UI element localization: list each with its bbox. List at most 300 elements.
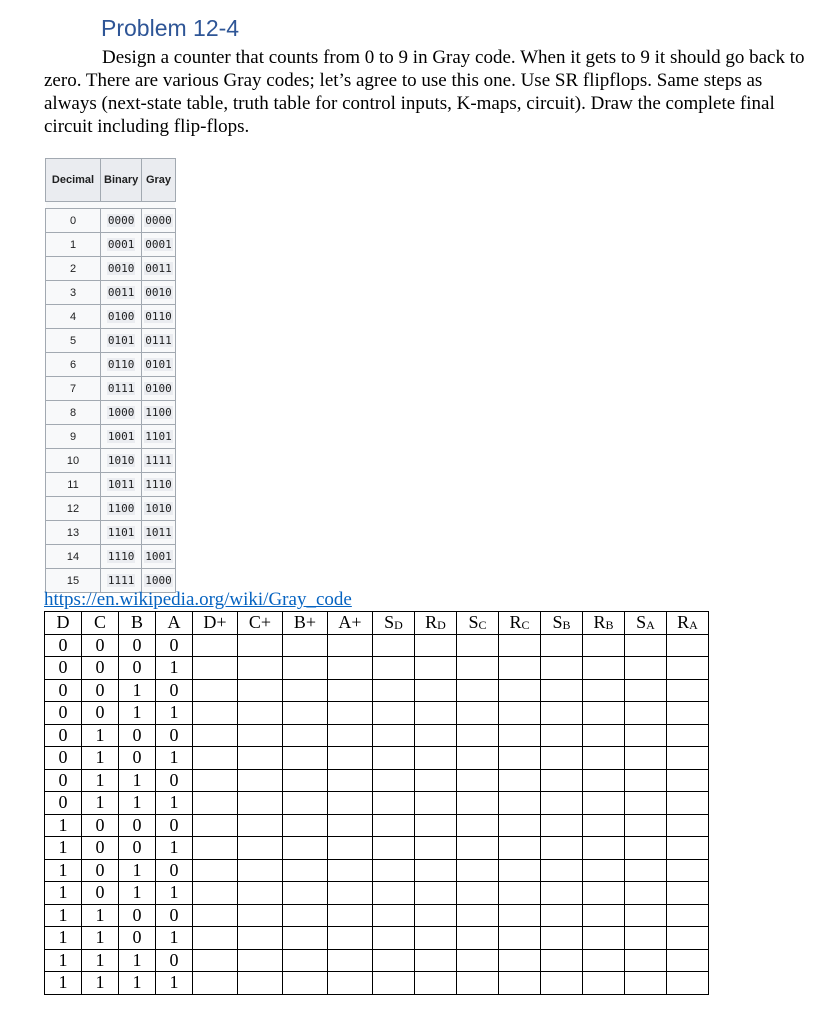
blank-entry-cell[interactable]	[238, 927, 283, 950]
table-row	[46, 401, 176, 425]
blank-entry-cell[interactable]	[283, 769, 328, 792]
gray-cell: 0001	[142, 233, 176, 257]
blank-entry-cell[interactable]	[625, 904, 667, 927]
state-value-cell: 0	[82, 882, 119, 905]
state-value-cell: 0	[45, 747, 82, 770]
state-value-cell: 1	[45, 859, 82, 882]
blank-entry-cell[interactable]	[193, 814, 238, 837]
blank-entry-cell[interactable]	[583, 792, 625, 815]
state-header-a-next: A+	[328, 612, 373, 635]
state-value-cell: 0	[119, 634, 156, 657]
blank-entry-cell[interactable]	[193, 679, 238, 702]
blank-entry-cell[interactable]	[625, 679, 667, 702]
table-row	[46, 545, 176, 569]
table-row	[46, 521, 176, 545]
state-value-cell: 0	[119, 657, 156, 680]
wikipedia-link[interactable]: https://en.wikipedia.org/wiki/Gray_code	[44, 589, 352, 610]
blank-entry-cell[interactable]	[238, 972, 283, 995]
binary-cell: 0101	[101, 329, 142, 353]
gray-table-header-row	[46, 159, 176, 202]
state-value-cell: 1	[45, 837, 82, 860]
table-row	[45, 634, 709, 657]
table-row	[45, 837, 709, 860]
blank-entry-cell[interactable]	[283, 792, 328, 815]
blank-entry-cell[interactable]	[283, 634, 328, 657]
blank-entry-cell[interactable]	[238, 769, 283, 792]
blank-entry-cell[interactable]	[193, 634, 238, 657]
state-value-cell: 1	[45, 972, 82, 995]
state-value-cell: 0	[45, 724, 82, 747]
state-header-rd: $R_D$	[415, 612, 457, 635]
blank-entry-cell[interactable]	[283, 837, 328, 860]
blank-entry-cell[interactable]	[328, 859, 373, 882]
blank-entry-cell[interactable]	[625, 634, 667, 657]
blank-entry-cell[interactable]	[283, 814, 328, 837]
blank-entry-cell[interactable]	[541, 882, 583, 905]
blank-entry-cell[interactable]	[625, 949, 667, 972]
table-row	[46, 233, 176, 257]
state-value-cell: 0	[82, 702, 119, 725]
description-rest: to zero. There are various Gray codes; let’s agree to use this one. Use SR flipflops. Same steps as always (next-state table, truth table for control inputs, K-maps, circuit). Draw the complete final circuit including flip-flops.	[44, 47, 805, 137]
blank-entry-cell[interactable]	[457, 837, 499, 860]
blank-entry-cell[interactable]	[583, 769, 625, 792]
binary-cell: 1001	[101, 425, 142, 449]
blank-entry-cell[interactable]	[499, 657, 541, 680]
gray-cell: 0010	[142, 281, 176, 305]
blank-entry-cell[interactable]	[328, 634, 373, 657]
blank-entry-cell[interactable]	[583, 859, 625, 882]
blank-entry-cell[interactable]	[541, 904, 583, 927]
blank-entry-cell[interactable]	[238, 702, 283, 725]
state-value-cell: 1	[82, 904, 119, 927]
binary-cell: 1100	[101, 497, 142, 521]
blank-entry-cell[interactable]	[238, 904, 283, 927]
state-value-cell: 0	[156, 634, 193, 657]
blank-entry-cell[interactable]	[457, 769, 499, 792]
decimal-cell: 14	[46, 545, 101, 569]
blank-entry-cell[interactable]	[373, 814, 415, 837]
decimal-cell: 4	[46, 305, 101, 329]
blank-entry-cell[interactable]	[283, 702, 328, 725]
blank-entry-cell[interactable]	[328, 972, 373, 995]
blank-entry-cell[interactable]	[541, 657, 583, 680]
blank-entry-cell[interactable]	[499, 837, 541, 860]
state-value-cell: 1	[119, 859, 156, 882]
gray-cell: 0011	[142, 257, 176, 281]
blank-entry-cell[interactable]	[499, 634, 541, 657]
blank-entry-cell[interactable]	[373, 972, 415, 995]
blank-entry-cell[interactable]	[499, 972, 541, 995]
blank-entry-cell[interactable]	[373, 702, 415, 725]
blank-entry-cell[interactable]	[583, 882, 625, 905]
state-value-cell: 0	[119, 837, 156, 860]
table-row	[46, 497, 176, 521]
blank-entry-cell[interactable]	[541, 949, 583, 972]
blank-entry-cell[interactable]	[499, 859, 541, 882]
blank-entry-cell[interactable]	[457, 882, 499, 905]
state-value-cell: 0	[45, 702, 82, 725]
blank-entry-cell[interactable]	[541, 792, 583, 815]
state-value-cell: 1	[119, 769, 156, 792]
blank-entry-cell[interactable]	[415, 702, 457, 725]
binary-cell: 1110	[101, 545, 142, 569]
state-value-cell: 0	[156, 679, 193, 702]
blank-entry-cell[interactable]	[283, 904, 328, 927]
blank-entry-cell[interactable]	[499, 769, 541, 792]
blank-entry-cell[interactable]	[193, 769, 238, 792]
blank-entry-cell[interactable]	[415, 859, 457, 882]
table-row	[45, 769, 709, 792]
blank-entry-cell[interactable]	[328, 882, 373, 905]
blank-entry-cell[interactable]	[625, 837, 667, 860]
state-header-ra: $R_A$	[667, 612, 709, 635]
decimal-cell: 7	[46, 377, 101, 401]
blank-entry-cell[interactable]	[499, 814, 541, 837]
blank-entry-cell[interactable]	[541, 724, 583, 747]
blank-entry-cell[interactable]	[667, 882, 709, 905]
state-value-cell: 0	[156, 814, 193, 837]
table-row	[46, 449, 176, 473]
table-row	[45, 657, 709, 680]
blank-entry-cell[interactable]	[499, 702, 541, 725]
table-row	[45, 792, 709, 815]
table-row	[45, 949, 709, 972]
blank-entry-cell[interactable]	[415, 972, 457, 995]
blank-entry-cell[interactable]	[667, 747, 709, 770]
decimal-cell: 5	[46, 329, 101, 353]
blank-entry-cell[interactable]	[583, 657, 625, 680]
blank-entry-cell[interactable]	[625, 927, 667, 950]
blank-entry-cell[interactable]	[415, 679, 457, 702]
state-value-cell: 1	[82, 792, 119, 815]
blank-entry-cell[interactable]	[583, 837, 625, 860]
state-value-cell: 1	[82, 927, 119, 950]
state-header-rb: $R_B$	[583, 612, 625, 635]
blank-entry-cell[interactable]	[499, 747, 541, 770]
state-header-sd: $S_D$	[373, 612, 415, 635]
blank-entry-cell[interactable]	[328, 702, 373, 725]
blank-entry-cell[interactable]	[373, 837, 415, 860]
state-value-cell: 0	[45, 792, 82, 815]
blank-entry-cell[interactable]	[415, 904, 457, 927]
blank-entry-cell[interactable]	[328, 949, 373, 972]
state-header-b-next: B+	[283, 612, 328, 635]
blank-entry-cell[interactable]	[499, 904, 541, 927]
blank-entry-cell[interactable]	[373, 927, 415, 950]
blank-entry-cell[interactable]	[328, 814, 373, 837]
blank-entry-cell[interactable]	[583, 702, 625, 725]
decimal-cell: 10	[46, 449, 101, 473]
blank-entry-cell[interactable]	[541, 814, 583, 837]
blank-entry-cell[interactable]	[583, 949, 625, 972]
state-header-sa: $S_A$	[625, 612, 667, 635]
blank-entry-cell[interactable]	[373, 679, 415, 702]
blank-entry-cell[interactable]	[415, 927, 457, 950]
state-value-cell: 0	[82, 634, 119, 657]
blank-entry-cell[interactable]	[283, 859, 328, 882]
decimal-cell: 2	[46, 257, 101, 281]
blank-entry-cell[interactable]	[328, 837, 373, 860]
state-value-cell: 1	[156, 882, 193, 905]
blank-entry-cell[interactable]	[457, 747, 499, 770]
state-value-cell: 1	[82, 769, 119, 792]
blank-entry-cell[interactable]	[499, 679, 541, 702]
table-row	[45, 814, 709, 837]
blank-entry-cell[interactable]	[238, 747, 283, 770]
blank-entry-cell[interactable]	[457, 634, 499, 657]
blank-entry-cell[interactable]	[415, 792, 457, 815]
blank-entry-cell[interactable]	[583, 904, 625, 927]
blank-entry-cell[interactable]	[193, 702, 238, 725]
gray-cell: 1000	[142, 569, 176, 593]
blank-entry-cell[interactable]	[193, 882, 238, 905]
decimal-cell: 6	[46, 353, 101, 377]
blank-entry-cell[interactable]	[193, 837, 238, 860]
blank-entry-cell[interactable]	[193, 792, 238, 815]
blank-entry-cell[interactable]	[667, 702, 709, 725]
blank-entry-cell[interactable]	[625, 972, 667, 995]
blank-entry-cell[interactable]	[583, 747, 625, 770]
table-row	[46, 209, 176, 233]
blank-entry-cell[interactable]	[499, 792, 541, 815]
blank-entry-cell[interactable]	[238, 837, 283, 860]
blank-entry-cell[interactable]	[457, 949, 499, 972]
gray-cell: 1101	[142, 425, 176, 449]
state-header-sb: $S_B$	[541, 612, 583, 635]
gray-cell: 0111	[142, 329, 176, 353]
blank-entry-cell[interactable]	[238, 634, 283, 657]
blank-entry-cell[interactable]	[373, 859, 415, 882]
blank-entry-cell[interactable]	[541, 747, 583, 770]
state-value-cell: 1	[156, 657, 193, 680]
blank-entry-cell[interactable]	[667, 679, 709, 702]
blank-entry-cell[interactable]	[457, 657, 499, 680]
blank-entry-cell[interactable]	[193, 972, 238, 995]
blank-entry-cell[interactable]	[667, 657, 709, 680]
blank-entry-cell[interactable]	[373, 769, 415, 792]
blank-entry-cell[interactable]	[457, 927, 499, 950]
blank-entry-cell[interactable]	[541, 859, 583, 882]
blank-entry-cell[interactable]	[283, 724, 328, 747]
blank-entry-cell[interactable]	[238, 814, 283, 837]
blank-entry-cell[interactable]	[457, 724, 499, 747]
blank-entry-cell[interactable]	[625, 814, 667, 837]
blank-entry-cell[interactable]	[541, 634, 583, 657]
state-value-cell: 1	[156, 747, 193, 770]
blank-entry-cell[interactable]	[373, 904, 415, 927]
blank-entry-cell[interactable]	[457, 904, 499, 927]
blank-entry-cell[interactable]	[238, 882, 283, 905]
blank-entry-cell[interactable]	[373, 747, 415, 770]
blank-entry-cell[interactable]	[328, 724, 373, 747]
blank-entry-cell[interactable]	[283, 882, 328, 905]
blank-entry-cell[interactable]	[667, 904, 709, 927]
state-value-cell: 0	[119, 724, 156, 747]
state-value-cell: 0	[119, 927, 156, 950]
state-value-cell: 1	[45, 927, 82, 950]
state-value-cell: 1	[156, 927, 193, 950]
blank-entry-cell[interactable]	[238, 792, 283, 815]
blank-entry-cell[interactable]	[583, 679, 625, 702]
blank-entry-cell[interactable]	[283, 949, 328, 972]
state-value-cell: 1	[82, 972, 119, 995]
blank-entry-cell[interactable]	[415, 634, 457, 657]
blank-entry-cell[interactable]	[541, 679, 583, 702]
table-row	[46, 473, 176, 497]
state-value-cell: 0	[156, 859, 193, 882]
state-value-cell: 0	[82, 859, 119, 882]
blank-entry-cell[interactable]	[193, 949, 238, 972]
description-first-line: Design a counter that counts from 0 to 9 in Gray code. When it gets to 9 it should go back	[102, 47, 785, 68]
blank-entry-cell[interactable]	[238, 949, 283, 972]
blank-entry-cell[interactable]	[415, 724, 457, 747]
blank-entry-cell[interactable]	[667, 792, 709, 815]
blank-entry-cell[interactable]	[415, 657, 457, 680]
blank-entry-cell[interactable]	[667, 634, 709, 657]
binary-cell: 0110	[101, 353, 142, 377]
blank-entry-cell[interactable]	[283, 747, 328, 770]
blank-entry-cell[interactable]	[328, 679, 373, 702]
blank-entry-cell[interactable]	[283, 679, 328, 702]
table-row	[46, 425, 176, 449]
blank-entry-cell[interactable]	[541, 837, 583, 860]
blank-entry-cell[interactable]	[238, 679, 283, 702]
state-value-cell: 0	[156, 724, 193, 747]
blank-entry-cell[interactable]	[541, 927, 583, 950]
blank-entry-cell[interactable]	[499, 724, 541, 747]
blank-entry-cell[interactable]	[193, 904, 238, 927]
blank-entry-cell[interactable]	[238, 724, 283, 747]
blank-entry-cell[interactable]	[625, 702, 667, 725]
blank-entry-cell[interactable]	[283, 927, 328, 950]
blank-entry-cell[interactable]	[328, 904, 373, 927]
binary-cell: 1010	[101, 449, 142, 473]
blank-entry-cell[interactable]	[328, 747, 373, 770]
blank-entry-cell[interactable]	[415, 747, 457, 770]
blank-entry-cell[interactable]	[541, 972, 583, 995]
blank-entry-cell[interactable]	[373, 792, 415, 815]
blank-entry-cell[interactable]	[457, 859, 499, 882]
blank-entry-cell[interactable]	[328, 792, 373, 815]
state-value-cell: 1	[119, 882, 156, 905]
blank-entry-cell[interactable]	[283, 657, 328, 680]
binary-cell: 0001	[101, 233, 142, 257]
blank-entry-cell[interactable]	[328, 769, 373, 792]
decimal-cell: 1	[46, 233, 101, 257]
blank-entry-cell[interactable]	[415, 814, 457, 837]
table-row	[45, 724, 709, 747]
blank-entry-cell[interactable]	[415, 882, 457, 905]
blank-entry-cell[interactable]	[667, 927, 709, 950]
gray-cell: 0110	[142, 305, 176, 329]
state-value-cell: 1	[82, 747, 119, 770]
table-row	[45, 702, 709, 725]
blank-entry-cell[interactable]	[193, 927, 238, 950]
blank-entry-cell[interactable]	[415, 769, 457, 792]
state-header-rc: $R_C$	[499, 612, 541, 635]
state-table	[44, 611, 709, 995]
blank-entry-cell[interactable]	[457, 679, 499, 702]
binary-cell: 1101	[101, 521, 142, 545]
table-row	[46, 305, 176, 329]
blank-entry-cell[interactable]	[625, 859, 667, 882]
state-header-d-next: D+	[193, 612, 238, 635]
binary-cell: 0100	[101, 305, 142, 329]
state-header-a: A	[156, 612, 193, 635]
blank-entry-cell[interactable]	[238, 657, 283, 680]
decimal-cell: 11	[46, 473, 101, 497]
blank-entry-cell[interactable]	[373, 724, 415, 747]
blank-entry-cell[interactable]	[583, 814, 625, 837]
blank-entry-cell[interactable]	[373, 657, 415, 680]
blank-entry-cell[interactable]	[193, 657, 238, 680]
binary-cell: 1111	[101, 569, 142, 593]
blank-entry-cell[interactable]	[193, 859, 238, 882]
blank-entry-cell[interactable]	[328, 657, 373, 680]
blank-entry-cell[interactable]	[373, 949, 415, 972]
blank-entry-cell[interactable]	[583, 634, 625, 657]
blank-entry-cell[interactable]	[667, 814, 709, 837]
state-value-cell: 0	[82, 657, 119, 680]
blank-entry-cell[interactable]	[415, 837, 457, 860]
blank-entry-cell[interactable]	[457, 972, 499, 995]
blank-entry-cell[interactable]	[457, 792, 499, 815]
blank-entry-cell[interactable]	[625, 657, 667, 680]
blank-entry-cell[interactable]	[238, 859, 283, 882]
blank-entry-cell[interactable]	[283, 972, 328, 995]
gray-cell: 0101	[142, 353, 176, 377]
table-row	[46, 281, 176, 305]
blank-entry-cell[interactable]	[415, 949, 457, 972]
state-value-cell: 1	[156, 702, 193, 725]
state-value-cell: 1	[119, 972, 156, 995]
blank-entry-cell[interactable]	[193, 747, 238, 770]
blank-entry-cell[interactable]	[541, 769, 583, 792]
blank-entry-cell[interactable]	[667, 949, 709, 972]
blank-entry-cell[interactable]	[328, 927, 373, 950]
blank-entry-cell[interactable]	[499, 927, 541, 950]
blank-entry-cell[interactable]	[625, 724, 667, 747]
blank-entry-cell[interactable]	[583, 972, 625, 995]
table-row	[45, 972, 709, 995]
blank-entry-cell[interactable]	[373, 882, 415, 905]
blank-entry-cell[interactable]	[457, 702, 499, 725]
state-header-c-next: C+	[238, 612, 283, 635]
blank-entry-cell[interactable]	[541, 702, 583, 725]
blank-entry-cell[interactable]	[667, 859, 709, 882]
state-value-cell: 0	[156, 769, 193, 792]
blank-entry-cell[interactable]	[667, 837, 709, 860]
blank-entry-cell[interactable]	[625, 769, 667, 792]
state-value-cell: 0	[119, 747, 156, 770]
state-value-cell: 0	[119, 904, 156, 927]
blank-entry-cell[interactable]	[667, 724, 709, 747]
blank-entry-cell[interactable]	[667, 769, 709, 792]
blank-entry-cell[interactable]	[457, 814, 499, 837]
blank-entry-cell[interactable]	[625, 882, 667, 905]
gray-cell: 0000	[142, 209, 176, 233]
blank-entry-cell[interactable]	[583, 927, 625, 950]
gray-cell: 1001	[142, 545, 176, 569]
blank-entry-cell[interactable]	[667, 972, 709, 995]
blank-entry-cell[interactable]	[373, 634, 415, 657]
blank-entry-cell[interactable]	[583, 724, 625, 747]
blank-entry-cell[interactable]	[499, 882, 541, 905]
blank-entry-cell[interactable]	[499, 949, 541, 972]
blank-entry-cell[interactable]	[193, 724, 238, 747]
blank-entry-cell[interactable]	[625, 747, 667, 770]
blank-entry-cell[interactable]	[625, 792, 667, 815]
